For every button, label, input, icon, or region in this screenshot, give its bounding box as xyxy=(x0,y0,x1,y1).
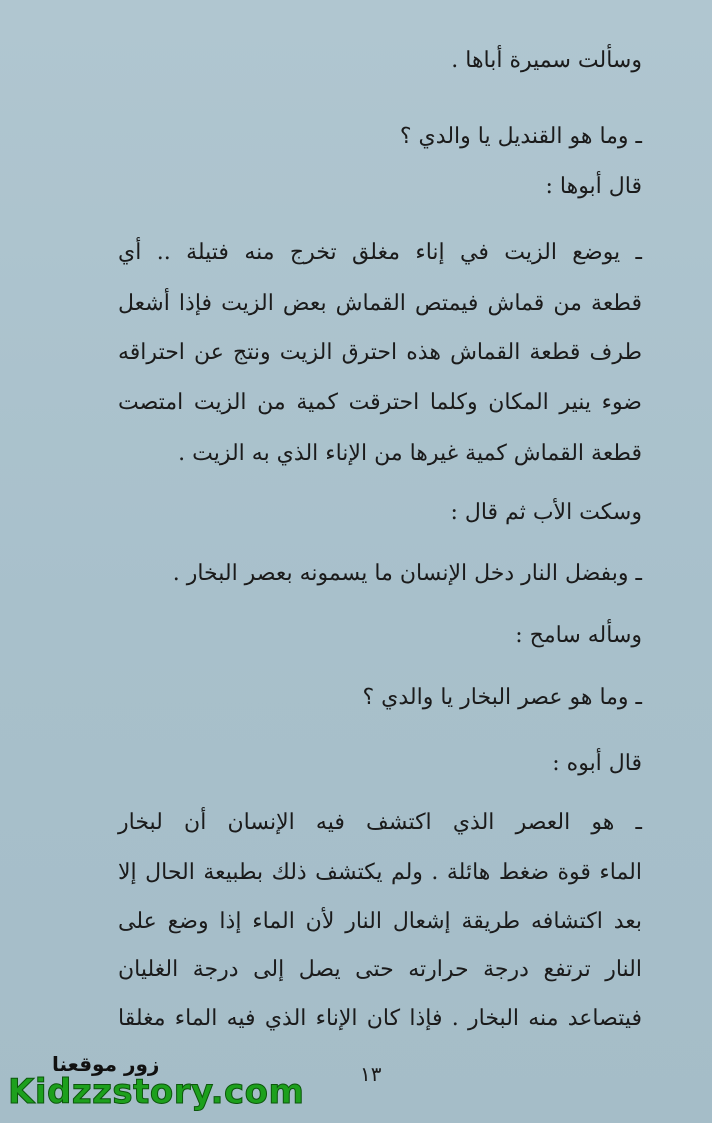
text-line: ـ وما هو عصر البخار يا والدي ؟ xyxy=(362,685,642,710)
text-line: وسألت سميرة أباها . xyxy=(451,48,642,73)
text-line: وسأله سامح : xyxy=(515,623,642,648)
text-line: ـ وما هو القنديل يا والدي ؟ xyxy=(399,124,642,149)
text-line: ضوء ينير المكان وكلما احترقت كمية من الزيت امتصت xyxy=(118,390,642,415)
text-line: قطعة القماش كمية غيرها من الإناء الذي به الزيت . xyxy=(178,441,642,466)
text-line: ـ يوضع الزيت في إناء مغلق تخرج منه فتيلة .. أي xyxy=(118,240,642,265)
text-line: قطعة من قماش فيمتص القماش بعض الزيت فإذا أشعل xyxy=(118,291,642,316)
text-line: فيتصاعد منه البخار . فإذا كان الإناء الذي فيه الماء مغلقا xyxy=(118,1006,642,1031)
text-line: النار ترتفع درجة حرارته حتى يصل إلى درجة الغليان xyxy=(118,957,642,982)
text-line: بعد اكتشافه طريقة إشعال النار لأن الماء إذا وضع على xyxy=(118,909,642,934)
page-number: ١٣ xyxy=(360,1062,382,1086)
text-line: قال أبوها : xyxy=(545,174,642,199)
watermark-site-logo: Kidzzstory.com xyxy=(8,1072,305,1112)
text-line: قال أبوه : xyxy=(552,751,642,776)
text-line: ـ هو العصر الذي اكتشف فيه الإنسان أن لبخار xyxy=(118,810,642,835)
text-line: ـ وبفضل النار دخل الإنسان ما يسمونه بعصر البخار . xyxy=(172,561,642,586)
text-line: الماء قوة ضغط هائلة . ولم يكتشف ذلك بطبيعة الحال إلا xyxy=(118,860,642,885)
watermark-visit-text: زور موقعنا xyxy=(52,1052,160,1076)
text-line: طرف قطعة القماش هذه احترق الزيت ونتج عن احتراقه xyxy=(118,340,642,365)
text-line: وسكت الأب ثم قال : xyxy=(450,500,642,525)
